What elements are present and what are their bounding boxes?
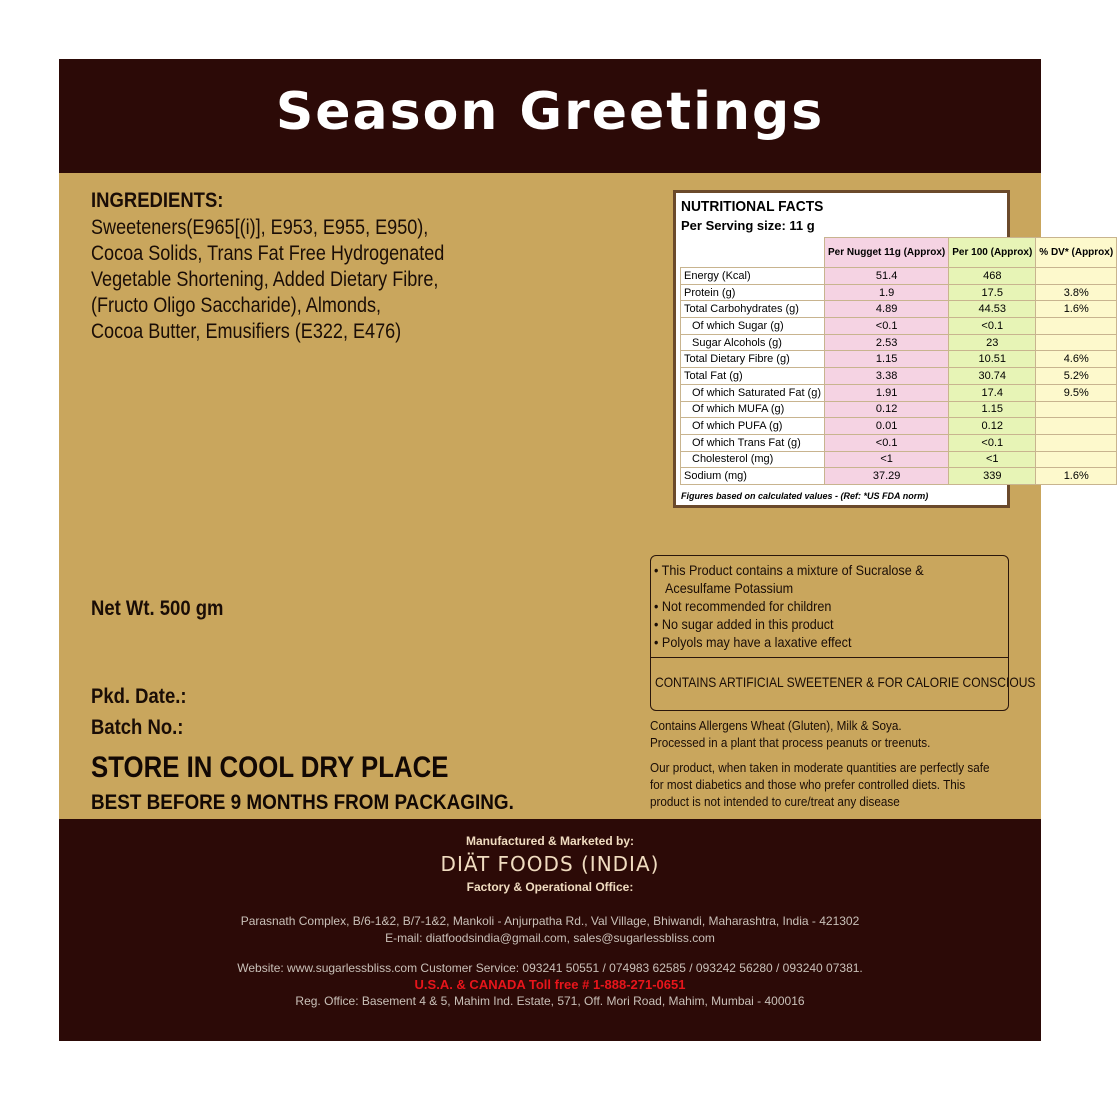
dv-value (1036, 318, 1117, 335)
warning-line: Acesulfame Potassium (665, 580, 794, 596)
per-nugget-value: 4.89 (825, 301, 949, 318)
nutrition-row (681, 401, 1117, 418)
dv-value: 1.6% (1036, 301, 1117, 318)
nutrition-row (681, 451, 1117, 468)
nutrition-row (681, 351, 1117, 368)
ingredients-line: Cocoa Butter, Emusifiers (E322, E476) (91, 320, 402, 343)
per-nugget-value: 1.15 (825, 351, 949, 368)
per-100-value: <0.1 (949, 434, 1036, 451)
per-nugget-value: 1.91 (825, 384, 949, 401)
nutrition-table-body (681, 268, 1117, 485)
per-100-value: 10.51 (949, 351, 1036, 368)
registered-office: Reg. Office: Basement 4 & 5, Mahim Ind. Estate, 571, Off. Mori Road, Mahim, Mumbai - 400016 (295, 994, 805, 1008)
dv-value: 4.6% (1036, 351, 1117, 368)
storage-instruction: STORE IN COOL DRY PLACE (91, 751, 449, 784)
per-nugget-header: Per Nugget 11g (Approx) (825, 238, 949, 268)
nutrient-name: Sugar Alcohols (g) (681, 334, 825, 351)
per-nugget-value: <0.1 (825, 434, 949, 451)
ingredients-line: (Fructo Oligo Saccharide), Almonds, (91, 294, 382, 317)
allergen-line: Processed in a plant that process peanuts or treenuts. (650, 735, 931, 750)
nutrition-row (681, 301, 1117, 318)
nutrition-row (681, 434, 1117, 451)
per-nugget-value: 2.53 (825, 334, 949, 351)
product-label (59, 59, 1114, 1041)
ingredients-line: Cocoa Solids, Trans Fat Free Hydrogenated (91, 242, 445, 265)
nutrient-name: Cholesterol (mg) (681, 451, 825, 468)
footer-banner (59, 819, 1041, 1041)
allergen-line: Contains Allergens Wheat (Gluten), Milk & Soya. (650, 718, 902, 733)
nutrition-row (681, 318, 1117, 335)
warning-line: • Polyols may have a laxative effect (654, 634, 852, 650)
disclaimer-line: product is not intended to cure/treat any disease (650, 794, 900, 809)
header-banner (59, 59, 1041, 173)
nutrient-header-blank (681, 238, 825, 268)
dv-value (1036, 334, 1117, 351)
ingredients-title: INGREDIENTS: (91, 189, 224, 212)
ingredients-line: Vegetable Shortening, Added Dietary Fibre, (91, 268, 439, 291)
per-nugget-value: <1 (825, 451, 949, 468)
nutrition-title: NUTRITIONAL FACTS (681, 198, 824, 215)
per-100-value: 44.53 (949, 301, 1036, 318)
net-weight: Net Wt. 500 gm (91, 597, 224, 620)
factory-heading: Factory & Operational Office: (466, 880, 634, 894)
warning-divider (651, 657, 1008, 658)
warning-box (650, 555, 1036, 711)
nutrient-name: Energy (Kcal) (681, 268, 825, 285)
dv-value (1036, 434, 1117, 451)
per-100-value: <1 (949, 451, 1036, 468)
warning-line: • This Product contains a mixture of Sucralose & (654, 562, 924, 578)
toll-free-line: U.S.A. & CANADA Toll free # 1-888-271-0651 (414, 977, 686, 992)
disclaimer-line: Our product, when taken in moderate quantities are perfectly safe (650, 760, 990, 775)
sweetener-notice: CONTAINS ARTIFICIAL SWEETENER & FOR CALORIE CONSCIOUS (655, 674, 1036, 690)
best-before: BEST BEFORE 9 MONTHS FROM PACKAGING. (91, 791, 514, 814)
company-name: DIÄT FOODS (INDIA) (440, 852, 660, 876)
nutrient-name: Of which PUFA (g) (681, 418, 825, 435)
dv-value: 5.2% (1036, 368, 1117, 385)
per-100-value: 0.12 (949, 418, 1036, 435)
nutrient-name: Total Fat (g) (681, 368, 825, 385)
nutrition-table (680, 237, 1117, 485)
dv-value (1036, 401, 1117, 418)
ingredients-line: Sweeteners(E965[(i)], E953, E955, E950), (91, 216, 429, 239)
nutrition-row (681, 268, 1117, 285)
per-nugget-value: 1.9 (825, 284, 949, 301)
per-nugget-value: 0.01 (825, 418, 949, 435)
disclaimer-line: for most diabetics and those who prefer controlled diets. This (650, 777, 966, 792)
packed-date-label: Pkd. Date.: (91, 685, 187, 708)
warning-line: • Not recommended for children (654, 598, 832, 614)
per-100-value: 17.5 (949, 284, 1036, 301)
per-100-value: 468 (949, 268, 1036, 285)
nutrition-row (681, 368, 1117, 385)
per-100-value: 1.15 (949, 401, 1036, 418)
manufactured-by: Manufactured & Marketed by: (465, 834, 635, 848)
per-nugget-value: 37.29 (825, 468, 949, 485)
dv-value: 9.5% (1036, 384, 1117, 401)
dv-value (1036, 268, 1117, 285)
nutrient-name: Of which Saturated Fat (g) (681, 384, 825, 401)
dv-value: 1.6% (1036, 468, 1117, 485)
factory-address: Parasnath Complex, B/6-1&2, B/7-1&2, Mankoli - Anjurpatha Rd., Val Village, Bhiwandi, Maharashtra, India - 421302 (240, 914, 860, 928)
nutrition-row (681, 284, 1117, 301)
website-line: Website: www.sugarlessbliss.com Customer Service: 093241 50551 / 074983 62585 / 093242 56280 / 093240 07381. (237, 961, 863, 975)
nutrient-name: Total Carbohydrates (g) (681, 301, 825, 318)
nutrition-row (681, 384, 1117, 401)
nutrition-row (681, 334, 1117, 351)
dv-value: 3.8% (1036, 284, 1117, 301)
per-100-header: Per 100 (Approx) (949, 238, 1036, 268)
per-100-value: 339 (949, 468, 1036, 485)
nutrition-facts-panel (673, 190, 1114, 508)
page-title: Season Greetings (275, 82, 825, 142)
per-nugget-value: 0.12 (825, 401, 949, 418)
per-100-value: <0.1 (949, 318, 1036, 335)
nutrition-header-row (681, 238, 1117, 268)
nutrient-name: Protein (g) (681, 284, 825, 301)
dv-header: % DV* (Approx) (1036, 238, 1117, 268)
serving-size: Per Serving size: 11 g (681, 218, 815, 233)
nutrition-footnote: Figures based on calculated values - (Ref: *US FDA norm) (681, 491, 929, 501)
batch-number-label: Batch No.: (91, 716, 184, 739)
email-line: E-mail: diatfoodsindia@gmail.com, sales@sugarlessbliss.com (385, 931, 715, 945)
nutrient-name: Of which MUFA (g) (681, 401, 825, 418)
nutrition-row (681, 418, 1117, 435)
per-nugget-value: <0.1 (825, 318, 949, 335)
nutrient-name: Of which Sugar (g) (681, 318, 825, 335)
nutrient-name: Of which Trans Fat (g) (681, 434, 825, 451)
nutrient-name: Total Dietary Fibre (g) (681, 351, 825, 368)
warning-line: • No sugar added in this product (654, 616, 834, 632)
nutrition-row (681, 468, 1117, 485)
per-100-value: 30.74 (949, 368, 1036, 385)
nutrient-name: Sodium (mg) (681, 468, 825, 485)
per-100-value: 17.4 (949, 384, 1036, 401)
per-100-value: 23 (949, 334, 1036, 351)
per-nugget-value: 51.4 (825, 268, 949, 285)
per-nugget-value: 3.38 (825, 368, 949, 385)
dv-value (1036, 418, 1117, 435)
dv-value (1036, 451, 1117, 468)
